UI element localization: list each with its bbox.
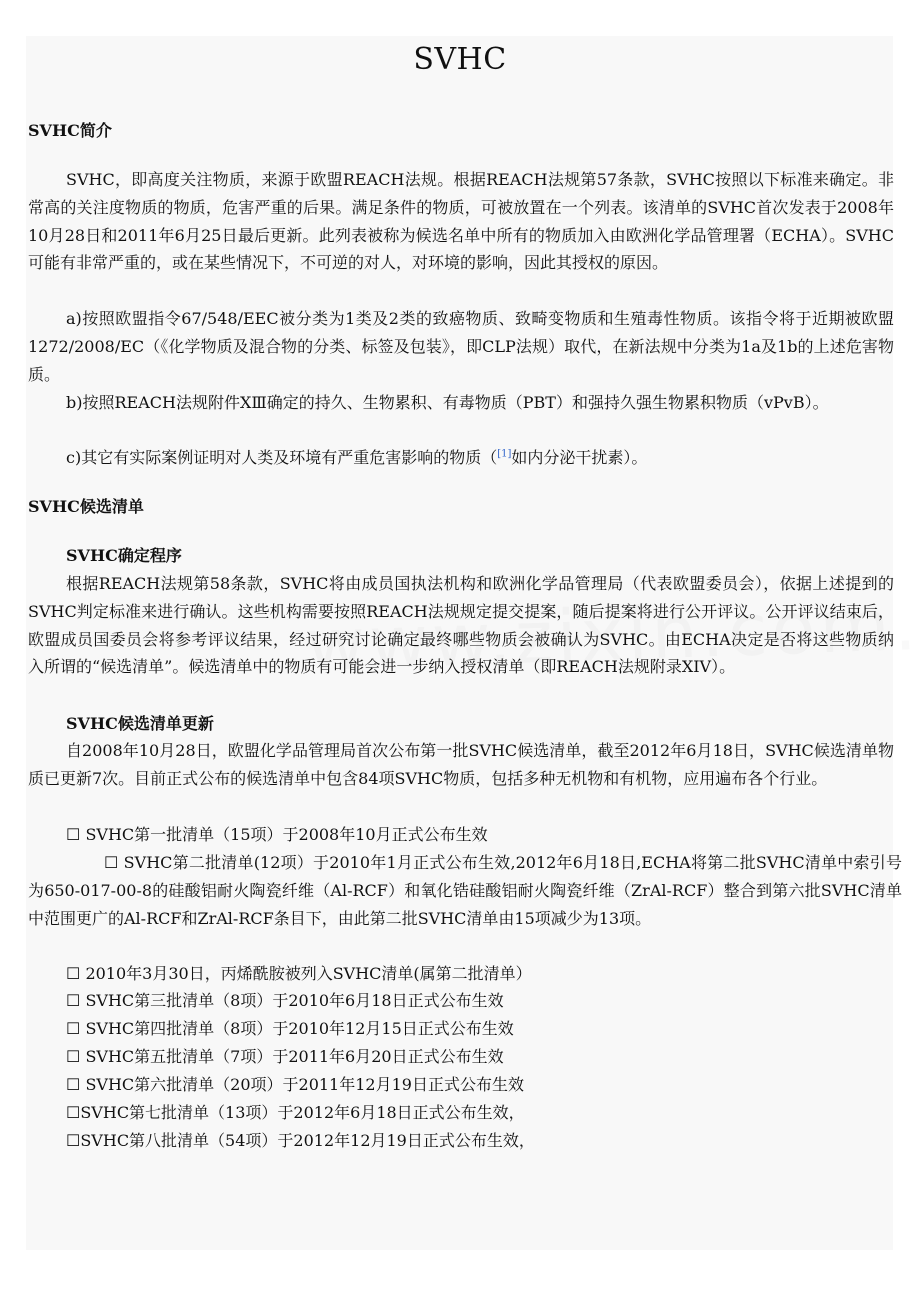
heading-procedure: SVHC确定程序 <box>66 546 182 565</box>
page-title: SVHC <box>413 42 507 77</box>
list-item: ☐ SVHC第二批清单(12项）于2010年1月正式公布生效,2012年6月18日,ECHA将第二批SVHC清单中索引号为650-017-00-8的硅酸铝耐火陶瓷纤维（Al-RCF）和氧化锆硅酸铝耐火陶瓷纤维（ZrAl-RCF）整合到第六批SVHC清单中范围更广的Al-RCF和ZrAl-RCF条目下，由此第二批SVHC清单由15项减少为13项。 <box>28 849 902 933</box>
criterion-a: a)按照欧盟指令67/548/EEC被分类为1类及2类的致癌物质、致畸变物质和生殖毒性物质。该指令将于近期被欧盟1272/2008/EC（《化学物质及混合物的分类、标签及包装》，即CLP法规）取代，在新法规中分类为1a及1b的上述危害物质。 <box>28 309 894 384</box>
heading-candidate-list: SVHC候选清单 <box>28 497 144 516</box>
checkbox-icon: ☐ <box>66 1075 81 1094</box>
list-item: ☐ SVHC第五批清单（7项）于2011年6月20日正式公布生效 <box>66 1043 504 1071</box>
criterion-c-text: c)其它有实际案例证明对人类及环境有严重危害影响的物质（ <box>66 448 498 467</box>
checkbox-icon: ☐ <box>66 1047 81 1066</box>
checkbox-icon: ☐ <box>66 991 81 1010</box>
list-item: ☐SVHC第七批清单（13项）于2012年6月18日正式公布生效， <box>66 1099 525 1127</box>
checkbox-icon: ☐ <box>66 964 81 983</box>
checkbox-icon: ☐ <box>66 1103 81 1122</box>
list-item: ☐ SVHC第一批清单（15项）于2008年10月正式公布生效 <box>66 821 488 849</box>
checkbox-icon: ☐ <box>104 853 119 872</box>
criterion-c <box>28 444 894 472</box>
list-item: ☐ SVHC第六批清单（20项）于2011年12月19日正式公布生效 <box>66 1071 524 1099</box>
checkbox-icon: ☐ <box>66 1019 81 1038</box>
footnote-ref-link[interactable]: [1] <box>497 448 512 460</box>
checkbox-icon: ☐ <box>66 825 81 844</box>
list-item: ☐ SVHC第四批清单（8项）于2010年12月15日正式公布生效 <box>66 1015 514 1043</box>
update-paragraph: 自2008年10月28日，欧盟化学品管理局首次公布第一批SVHC候选清单，截至2012年6月18日，SVHC候选清单物质已更新7次。目前正式公布的候选清单中包含84项SVHC物质，包括多种无机物和有机物，应用遍布各个行业。 <box>28 741 894 788</box>
criterion-c-tail: 如内分泌干扰素）。 <box>511 448 648 467</box>
list-item: ☐SVHC第八批清单（54项）于2012年12月19日正式公布生效， <box>66 1127 535 1155</box>
heading-svhc-intro: SVHC简介 <box>28 121 112 140</box>
criterion-b: b)按照REACH法规附件XⅢ确定的持久、生物累积、有毒物质（PBT）和强持久强生物累积物质（vPvB）。 <box>66 393 829 412</box>
list-item: ☐ 2010年3月30日，丙烯酰胺被列入SVHC清单(属第二批清单） <box>66 960 532 988</box>
procedure-paragraph: 根据REACH法规第58条款，SVHC将由成员国执法机构和欧洲化学品管理局（代表欧盟委员会），依据上述提到的SVHC判定标准来进行确认。这些机构需要按照REACH法规规定提交提案，随后提案将进行公开评议。公开评议结束后，欧盟成员国委员会将参考评议结果，经过研究讨论确定最终哪些物质会被确认为SVHC。由ECHA决定是否将这些物质纳入所谓的“候选清单”。候选清单中的物质有可能会进一步纳入授权清单（即REACH法规附录XIV）。 <box>28 574 894 677</box>
heading-list-update: SVHC候选清单更新 <box>66 714 214 733</box>
intro-paragraph: SVHC，即高度关注物质，来源于欧盟REACH法规。根据REACH法规第57条款，SVHC按照以下标准来确定。非常高的关注度物质的物质，危害严重的后果。满足条件的物质，可被放置在一个列表。该清单的SVHC首次发表于2008年10月28日和2011年6月25日最后更新。此列表被称为候选名单中所有的物质加入由欧洲化学品管理署（ECHA）。SVHC可能有非常严重的，或在某些情况下，不可逆的对人，对环境的影响，因此其授权的原因。 <box>28 170 894 273</box>
list-item: ☐ SVHC第三批清单（8项）于2010年6月18日正式公布生效 <box>66 987 504 1015</box>
checkbox-icon: ☐ <box>66 1131 81 1150</box>
